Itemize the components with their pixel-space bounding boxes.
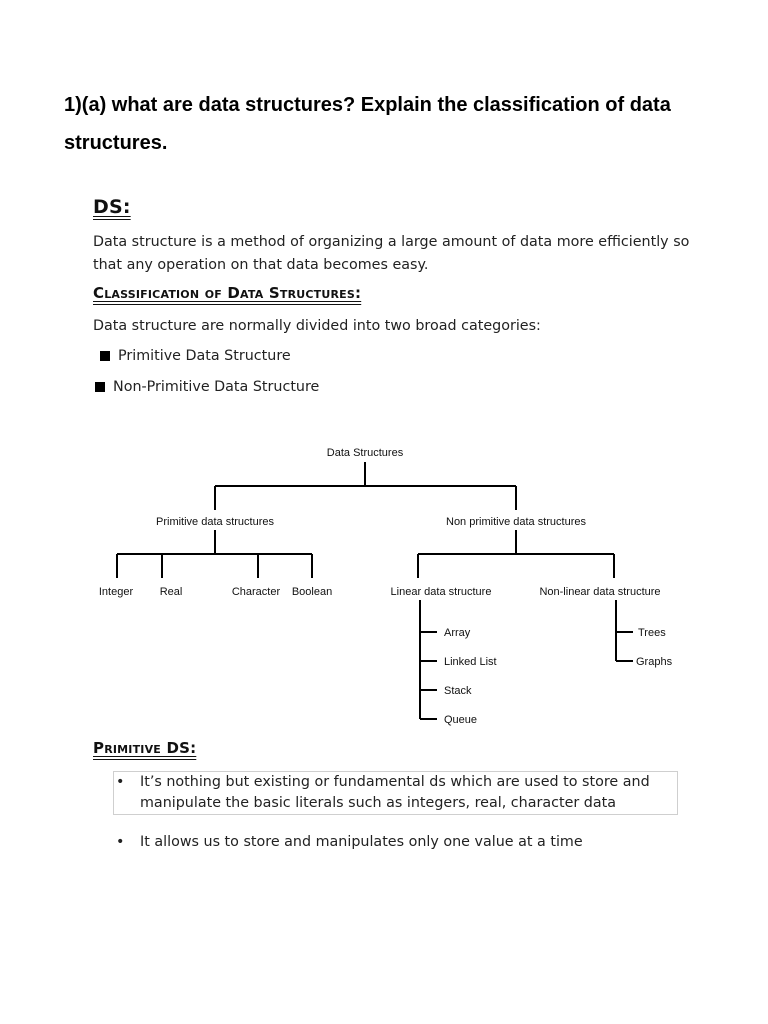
list-item — [116, 832, 676, 853]
question-title: 1)(a) what are data structures? Explain the classification of data structures. — [64, 94, 671, 154]
ds-definition: Data structure is a method of organizing a large amount of data more efficiently so that any operation on that data becomes easy. — [93, 234, 690, 273]
list-item-text: It allows us to store and manipulates only one value at a time — [140, 834, 583, 850]
diagram-leaf-real: Real — [159, 586, 183, 598]
list-item-label: Non-Primitive Data Structure — [113, 379, 320, 395]
diagram-leaf-trees: Trees — [638, 627, 666, 639]
list-item-text: It’s nothing but existing or fundamental ds which are used to store and manipulate the basic literals such as integers, real, character data — [140, 774, 650, 811]
list-item — [116, 772, 676, 814]
diagram-leaf-graphs: Graphs — [636, 656, 673, 668]
ds-heading: DS: — [93, 196, 131, 218]
diagram-non-primitive-label: Non primitive data structures — [446, 516, 586, 528]
primitive-heading: Primitive DS: — [93, 739, 197, 757]
bullet-icon: • — [116, 834, 125, 850]
bullet-icon: • — [116, 774, 125, 790]
diagram-leaf-linked-list: Linked List — [444, 656, 497, 668]
diagram-primitive-label: Primitive data structures — [156, 516, 274, 528]
diagram-leaf-boolean: Boolean — [291, 586, 333, 598]
diagram-leaf-character: Character — [231, 586, 281, 598]
diagram-linear-label: Linear data structure — [390, 586, 492, 598]
diagram-non-linear-label: Non-linear data structure — [539, 586, 661, 598]
list-item-label: Primitive Data Structure — [118, 348, 291, 364]
diagram-leaf-stack: Stack — [444, 685, 472, 697]
diagram-leaf-array: Array — [444, 627, 471, 639]
diagram-leaf-queue: Queue — [444, 714, 478, 726]
classification-intro: Data structure are normally divided into two broad categories: — [93, 318, 541, 334]
diagram-leaf-integer: Integer — [98, 586, 134, 598]
classification-heading: Classification of Data Structures: — [93, 284, 362, 302]
diagram-root-label: Data Structures — [326, 447, 404, 459]
